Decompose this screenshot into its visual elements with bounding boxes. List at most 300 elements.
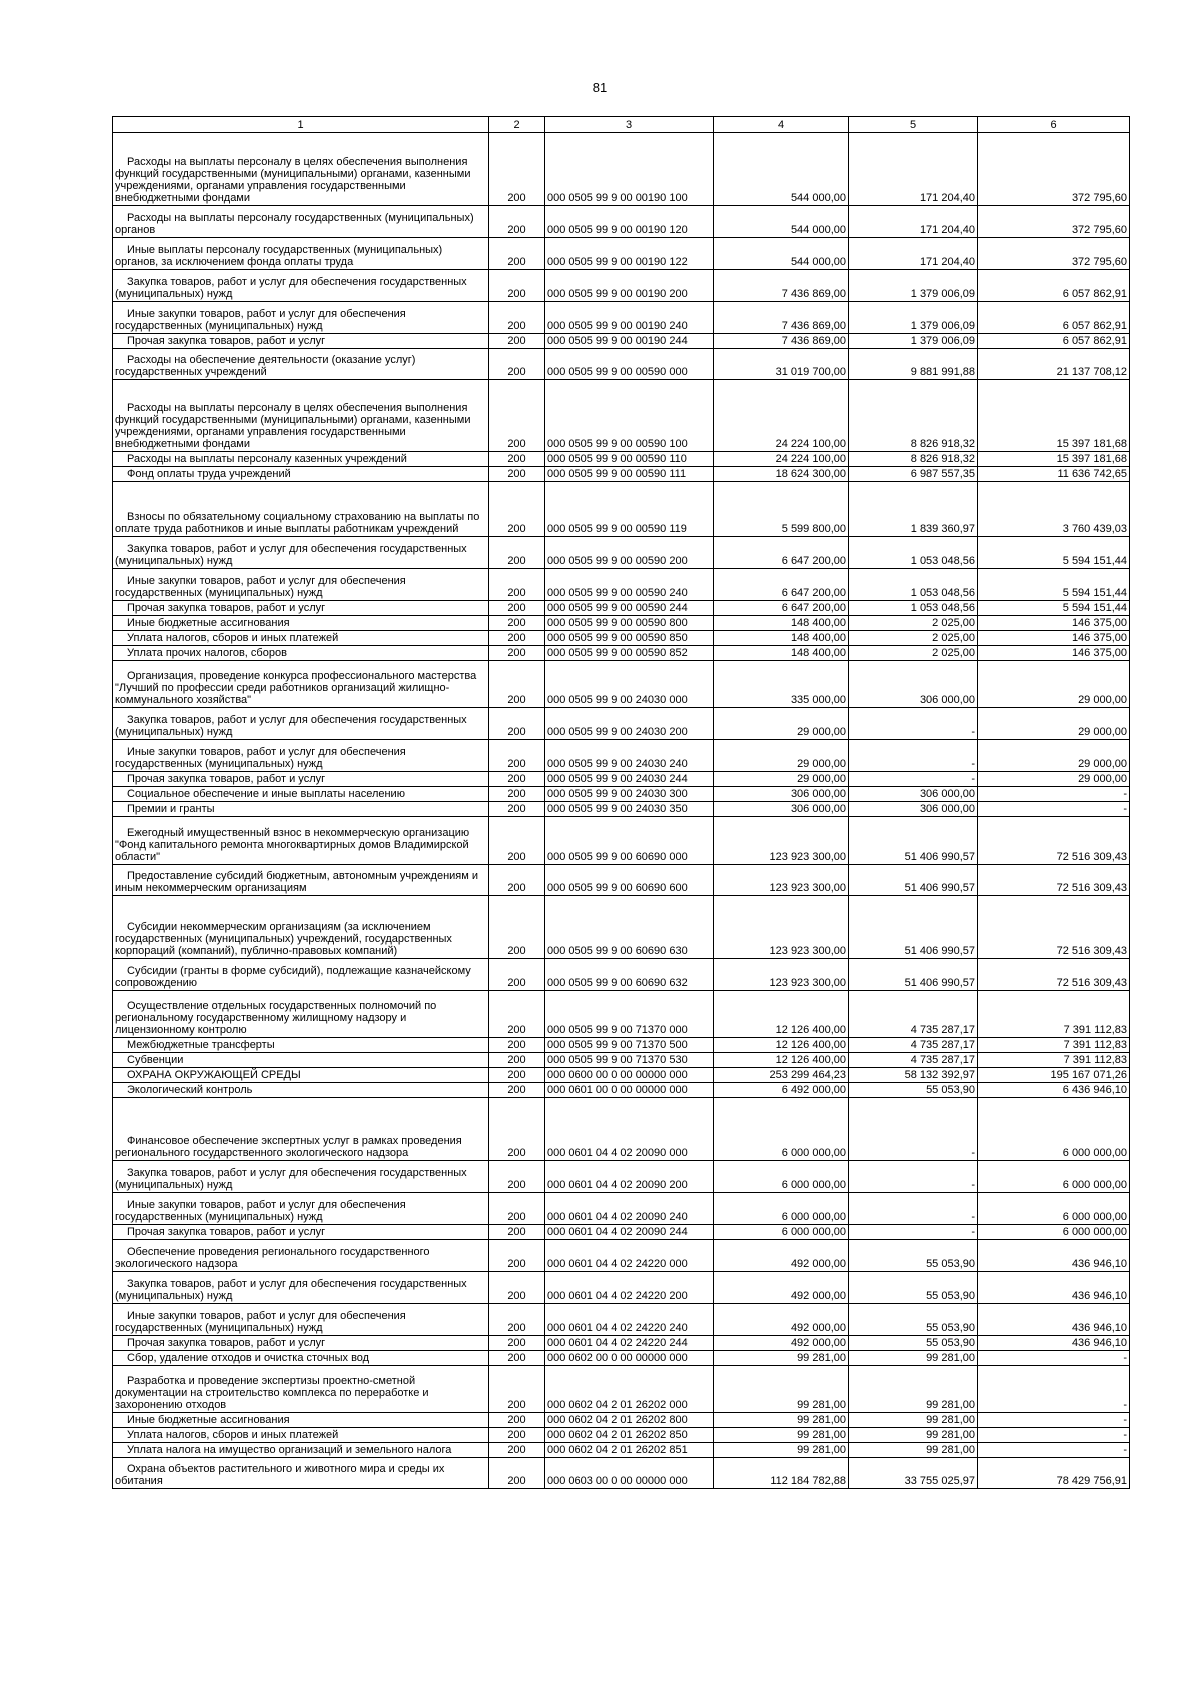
row-adm-code-cell: 200 bbox=[489, 616, 545, 631]
row-col5-amount-cell: 171 204,40 bbox=[849, 133, 978, 206]
row-adm-code-cell: 200 bbox=[489, 1161, 545, 1193]
row-col5-amount-cell: 55 053,90 bbox=[849, 1240, 978, 1272]
row-classification-code-cell: 000 0505 99 9 00 00590 240 bbox=[545, 569, 714, 601]
row-classification-code-cell: 000 0505 99 9 00 00590 119 bbox=[545, 482, 714, 537]
row-col6-amount-cell: - bbox=[978, 802, 1130, 817]
row-adm-code-cell: 200 bbox=[489, 334, 545, 349]
row-col5-amount-cell: 51 406 990,57 bbox=[849, 959, 978, 991]
row-name-cell: Иные бюджетные ассигнования bbox=[113, 616, 489, 631]
row-name-cell: Закупка товаров, работ и услуг для обеспечения государственных (муниципальных) нужд bbox=[113, 1161, 489, 1193]
row-col4-amount-cell: 123 923 300,00 bbox=[714, 817, 849, 865]
row-col6-amount-cell: 6 057 862,91 bbox=[978, 334, 1130, 349]
row-classification-code-cell: 000 0505 99 9 00 00590 111 bbox=[545, 467, 714, 482]
table-row bbox=[113, 1272, 1130, 1304]
row-classification-code-cell: 000 0600 00 0 00 00000 000 bbox=[545, 1068, 714, 1083]
header-col-1: 1 bbox=[113, 117, 489, 133]
row-classification-code-cell: 000 0505 99 9 00 60690 632 bbox=[545, 959, 714, 991]
header-col-2: 2 bbox=[489, 117, 545, 133]
header-col-4: 4 bbox=[714, 117, 849, 133]
row-col6-amount-cell: - bbox=[978, 1366, 1130, 1413]
row-name-cell: Разработка и проведение экспертизы проектно-сметной документации на строительство комплекса по переработке и захоронению отходов bbox=[113, 1366, 489, 1413]
row-classification-code-cell: 000 0505 99 9 00 24030 000 bbox=[545, 661, 714, 708]
row-col5-amount-cell: 33 755 025,97 bbox=[849, 1458, 978, 1489]
row-classification-code-cell: 000 0505 99 9 00 24030 350 bbox=[545, 802, 714, 817]
row-col6-amount-cell: 3 760 439,03 bbox=[978, 482, 1130, 537]
row-col5-amount-cell: 2 025,00 bbox=[849, 646, 978, 661]
row-name-cell: Ежегодный имущественный взнос в некоммерческую организацию "Фонд капитального ремонта многоквартирных домов Владимирской области" bbox=[113, 817, 489, 865]
row-classification-code-cell: 000 0505 99 9 00 00190 100 bbox=[545, 133, 714, 206]
row-col4-amount-cell: 6 000 000,00 bbox=[714, 1161, 849, 1193]
row-name-cell: Расходы на выплаты персоналу в целях обеспечения выполнения функций государственными (муниципальными) органами, казенными учреждениями, органами управления государственными внебюджетными фондами bbox=[113, 133, 489, 206]
row-col4-amount-cell: 29 000,00 bbox=[714, 740, 849, 772]
table-row bbox=[113, 865, 1130, 896]
row-name-cell: Прочая закупка товаров, работ и услуг bbox=[113, 1225, 489, 1240]
row-col4-amount-cell: 6 000 000,00 bbox=[714, 1193, 849, 1225]
row-col4-amount-cell: 335 000,00 bbox=[714, 661, 849, 708]
table-row bbox=[113, 1428, 1130, 1443]
row-col4-amount-cell: 6 647 200,00 bbox=[714, 601, 849, 616]
row-col5-amount-cell: 8 826 918,32 bbox=[849, 452, 978, 467]
row-col6-amount-cell: - bbox=[978, 1351, 1130, 1366]
row-col5-amount-cell: 99 281,00 bbox=[849, 1428, 978, 1443]
row-col6-amount-cell: 15 397 181,68 bbox=[978, 452, 1130, 467]
header-col-5: 5 bbox=[849, 117, 978, 133]
row-col5-amount-cell: - bbox=[849, 772, 978, 787]
row-adm-code-cell: 200 bbox=[489, 569, 545, 601]
row-name-cell: Иные закупки товаров, работ и услуг для обеспечения государственных (муниципальных) нужд bbox=[113, 1193, 489, 1225]
row-adm-code-cell: 200 bbox=[489, 1428, 545, 1443]
row-adm-code-cell: 200 bbox=[489, 959, 545, 991]
table-row bbox=[113, 896, 1130, 959]
row-name-cell: Сбор, удаление отходов и очистка сточных вод bbox=[113, 1351, 489, 1366]
row-col4-amount-cell: 6 647 200,00 bbox=[714, 569, 849, 601]
row-adm-code-cell: 200 bbox=[489, 1272, 545, 1304]
row-col5-amount-cell: 6 987 557,35 bbox=[849, 467, 978, 482]
row-adm-code-cell: 200 bbox=[489, 1225, 545, 1240]
row-col6-amount-cell: 21 137 708,12 bbox=[978, 349, 1130, 380]
row-col4-amount-cell: 99 281,00 bbox=[714, 1443, 849, 1458]
row-col4-amount-cell: 99 281,00 bbox=[714, 1428, 849, 1443]
row-col6-amount-cell: 436 946,10 bbox=[978, 1240, 1130, 1272]
row-col5-amount-cell: 8 826 918,32 bbox=[849, 380, 978, 452]
row-col5-amount-cell: 1 379 006,09 bbox=[849, 302, 978, 334]
row-col6-amount-cell: 372 795,60 bbox=[978, 238, 1130, 270]
row-col6-amount-cell: - bbox=[978, 1443, 1130, 1458]
table-row bbox=[113, 631, 1130, 646]
row-name-cell: Расходы на выплаты персоналу в целях обеспечения выполнения функций государственными (муниципальными) органами, казенными учреждениями, органами управления государственными внебюджетными фондами bbox=[113, 380, 489, 452]
row-name-cell: Фонд оплаты труда учреждений bbox=[113, 467, 489, 482]
row-col5-amount-cell: 9 881 991,88 bbox=[849, 349, 978, 380]
table-row bbox=[113, 802, 1130, 817]
row-col4-amount-cell: 123 923 300,00 bbox=[714, 896, 849, 959]
row-col5-amount-cell: 1 839 360,97 bbox=[849, 482, 978, 537]
row-col6-amount-cell: - bbox=[978, 787, 1130, 802]
row-name-cell: Расходы на выплаты персоналу казенных учреждений bbox=[113, 452, 489, 467]
row-col4-amount-cell: 544 000,00 bbox=[714, 238, 849, 270]
row-adm-code-cell: 200 bbox=[489, 1098, 545, 1161]
row-col6-amount-cell: 372 795,60 bbox=[978, 206, 1130, 238]
row-name-cell: Иные выплаты персоналу государственных (муниципальных) органов, за исключением фонда оплаты труда bbox=[113, 238, 489, 270]
row-adm-code-cell: 200 bbox=[489, 133, 545, 206]
table-row bbox=[113, 206, 1130, 238]
row-adm-code-cell: 200 bbox=[489, 1304, 545, 1336]
row-col5-amount-cell: 2 025,00 bbox=[849, 631, 978, 646]
row-name-cell: Прочая закупка товаров, работ и услуг bbox=[113, 334, 489, 349]
row-classification-code-cell: 000 0505 99 9 00 00190 240 bbox=[545, 302, 714, 334]
row-name-cell: Иные закупки товаров, работ и услуг для обеспечения государственных (муниципальных) нужд bbox=[113, 302, 489, 334]
row-col5-amount-cell: 99 281,00 bbox=[849, 1413, 978, 1428]
row-classification-code-cell: 000 0602 04 2 01 26202 000 bbox=[545, 1366, 714, 1413]
row-name-cell: Организация, проведение конкурса профессионального мастерства "Лучший по профессии среди работников организаций жилищно-коммунального хозяйства" bbox=[113, 661, 489, 708]
row-col6-amount-cell: 372 795,60 bbox=[978, 133, 1130, 206]
row-adm-code-cell: 200 bbox=[489, 896, 545, 959]
row-classification-code-cell: 000 0601 04 4 02 24220 244 bbox=[545, 1336, 714, 1351]
row-col5-amount-cell: - bbox=[849, 1098, 978, 1161]
row-adm-code-cell: 200 bbox=[489, 1193, 545, 1225]
row-name-cell: Финансовое обеспечение экспертных услуг в рамках проведения регионального государственного экологического надзора bbox=[113, 1098, 489, 1161]
table-row bbox=[113, 1304, 1130, 1336]
row-name-cell: Охрана объектов растительного и животного мира и среды их обитания bbox=[113, 1458, 489, 1489]
row-name-cell: Закупка товаров, работ и услуг для обеспечения государственных (муниципальных) нужд bbox=[113, 537, 489, 569]
table-row bbox=[113, 708, 1130, 740]
row-classification-code-cell: 000 0505 99 9 00 24030 200 bbox=[545, 708, 714, 740]
row-col5-amount-cell: 1 053 048,56 bbox=[849, 537, 978, 569]
row-col6-amount-cell: 146 375,00 bbox=[978, 646, 1130, 661]
row-col4-amount-cell: 31 019 700,00 bbox=[714, 349, 849, 380]
row-adm-code-cell: 200 bbox=[489, 601, 545, 616]
row-col5-amount-cell: 171 204,40 bbox=[849, 238, 978, 270]
table-row bbox=[113, 467, 1130, 482]
row-col6-amount-cell: 7 391 112,83 bbox=[978, 1038, 1130, 1053]
row-adm-code-cell: 200 bbox=[489, 991, 545, 1038]
row-col5-amount-cell: 1 053 048,56 bbox=[849, 569, 978, 601]
row-col4-amount-cell: 492 000,00 bbox=[714, 1272, 849, 1304]
row-classification-code-cell: 000 0505 99 9 00 00590 200 bbox=[545, 537, 714, 569]
table-row bbox=[113, 537, 1130, 569]
table-row bbox=[113, 380, 1130, 452]
row-col5-amount-cell: 306 000,00 bbox=[849, 661, 978, 708]
row-classification-code-cell: 000 0505 99 9 00 60690 630 bbox=[545, 896, 714, 959]
row-classification-code-cell: 000 0601 04 4 02 20090 200 bbox=[545, 1161, 714, 1193]
row-col6-amount-cell: 29 000,00 bbox=[978, 740, 1130, 772]
table-row bbox=[113, 569, 1130, 601]
row-name-cell: Иные закупки товаров, работ и услуг для обеспечения государственных (муниципальных) нужд bbox=[113, 1304, 489, 1336]
table-row bbox=[113, 1458, 1130, 1489]
row-col6-amount-cell: 146 375,00 bbox=[978, 616, 1130, 631]
table-row bbox=[113, 817, 1130, 865]
row-col4-amount-cell: 18 624 300,00 bbox=[714, 467, 849, 482]
row-name-cell: Премии и гранты bbox=[113, 802, 489, 817]
table-row bbox=[113, 349, 1130, 380]
row-col5-amount-cell: 99 281,00 bbox=[849, 1351, 978, 1366]
row-name-cell: Закупка товаров, работ и услуг для обеспечения государственных (муниципальных) нужд bbox=[113, 270, 489, 302]
row-adm-code-cell: 200 bbox=[489, 1351, 545, 1366]
row-classification-code-cell: 000 0505 99 9 00 00590 800 bbox=[545, 616, 714, 631]
row-classification-code-cell: 000 0601 04 4 02 20090 240 bbox=[545, 1193, 714, 1225]
row-col5-amount-cell: 51 406 990,57 bbox=[849, 896, 978, 959]
table-row bbox=[113, 1413, 1130, 1428]
row-name-cell: Уплата налогов, сборов и иных платежей bbox=[113, 631, 489, 646]
row-col5-amount-cell: 306 000,00 bbox=[849, 787, 978, 802]
budget-table bbox=[112, 116, 1130, 1489]
row-col6-amount-cell: 5 594 151,44 bbox=[978, 537, 1130, 569]
row-col6-amount-cell: 6 000 000,00 bbox=[978, 1225, 1130, 1240]
table-row bbox=[113, 740, 1130, 772]
row-name-cell: Взносы по обязательному социальному страхованию на выплаты по оплате труда работников и иные выплаты работникам учреждений bbox=[113, 482, 489, 537]
row-adm-code-cell: 200 bbox=[489, 787, 545, 802]
row-adm-code-cell: 200 bbox=[489, 452, 545, 467]
row-adm-code-cell: 200 bbox=[489, 1240, 545, 1272]
table-row bbox=[113, 1161, 1130, 1193]
row-name-cell: Осуществление отдельных государственных полномочий по региональному государственному жилищному надзору и лицензионному контролю bbox=[113, 991, 489, 1038]
row-adm-code-cell: 200 bbox=[489, 646, 545, 661]
table-body bbox=[113, 133, 1130, 1489]
row-adm-code-cell: 200 bbox=[489, 802, 545, 817]
row-name-cell: Социальное обеспечение и иные выплаты населению bbox=[113, 787, 489, 802]
row-col6-amount-cell: 78 429 756,91 bbox=[978, 1458, 1130, 1489]
row-col4-amount-cell: 99 281,00 bbox=[714, 1366, 849, 1413]
table-row bbox=[113, 646, 1130, 661]
row-adm-code-cell: 200 bbox=[489, 302, 545, 334]
row-col4-amount-cell: 123 923 300,00 bbox=[714, 865, 849, 896]
row-col4-amount-cell: 6 000 000,00 bbox=[714, 1098, 849, 1161]
row-adm-code-cell: 200 bbox=[489, 1083, 545, 1098]
row-col5-amount-cell: 58 132 392,97 bbox=[849, 1068, 978, 1083]
row-col5-amount-cell: - bbox=[849, 1193, 978, 1225]
row-classification-code-cell: 000 0601 00 0 00 00000 000 bbox=[545, 1083, 714, 1098]
row-col4-amount-cell: 29 000,00 bbox=[714, 772, 849, 787]
row-col4-amount-cell: 148 400,00 bbox=[714, 646, 849, 661]
row-adm-code-cell: 200 bbox=[489, 1038, 545, 1053]
row-classification-code-cell: 000 0505 99 9 00 00590 110 bbox=[545, 452, 714, 467]
row-adm-code-cell: 200 bbox=[489, 817, 545, 865]
row-adm-code-cell: 200 bbox=[489, 661, 545, 708]
row-col6-amount-cell: 6 000 000,00 bbox=[978, 1161, 1130, 1193]
row-col5-amount-cell: 306 000,00 bbox=[849, 802, 978, 817]
row-classification-code-cell: 000 0505 99 9 00 00190 244 bbox=[545, 334, 714, 349]
row-col5-amount-cell: 51 406 990,57 bbox=[849, 865, 978, 896]
row-col6-amount-cell: 6 057 862,91 bbox=[978, 270, 1130, 302]
row-classification-code-cell: 000 0505 99 9 00 24030 244 bbox=[545, 772, 714, 787]
row-col4-amount-cell: 148 400,00 bbox=[714, 616, 849, 631]
row-col5-amount-cell: 2 025,00 bbox=[849, 616, 978, 631]
row-col5-amount-cell: - bbox=[849, 708, 978, 740]
table-row bbox=[113, 334, 1130, 349]
row-col5-amount-cell: 55 053,90 bbox=[849, 1304, 978, 1336]
row-name-cell: Расходы на обеспечение деятельности (оказание услуг) государственных учреждений bbox=[113, 349, 489, 380]
row-col6-amount-cell: 5 594 151,44 bbox=[978, 569, 1130, 601]
row-classification-code-cell: 000 0505 99 9 00 00190 122 bbox=[545, 238, 714, 270]
row-col5-amount-cell: 51 406 990,57 bbox=[849, 817, 978, 865]
row-col6-amount-cell: 72 516 309,43 bbox=[978, 959, 1130, 991]
page-number: 81 bbox=[592, 80, 608, 95]
row-classification-code-cell: 000 0505 99 9 00 60690 000 bbox=[545, 817, 714, 865]
row-col4-amount-cell: 24 224 100,00 bbox=[714, 452, 849, 467]
row-classification-code-cell: 000 0505 99 9 00 00590 852 bbox=[545, 646, 714, 661]
row-name-cell: Субсидии некоммерческим организациям (за исключением государственных (муниципальных) учреждений, государственных корпораций (компаний), публично-правовых компаний) bbox=[113, 896, 489, 959]
row-col6-amount-cell: 6 057 862,91 bbox=[978, 302, 1130, 334]
row-col4-amount-cell: 306 000,00 bbox=[714, 787, 849, 802]
row-adm-code-cell: 200 bbox=[489, 206, 545, 238]
table-row bbox=[113, 1443, 1130, 1458]
table-row bbox=[113, 772, 1130, 787]
table-row bbox=[113, 1068, 1130, 1083]
row-classification-code-cell: 000 0505 99 9 00 00190 120 bbox=[545, 206, 714, 238]
row-col6-amount-cell: 436 946,10 bbox=[978, 1336, 1130, 1351]
row-adm-code-cell: 200 bbox=[489, 380, 545, 452]
table-row bbox=[113, 238, 1130, 270]
table-row bbox=[113, 270, 1130, 302]
row-col4-amount-cell: 253 299 464,23 bbox=[714, 1068, 849, 1083]
row-col6-amount-cell: 11 636 742,65 bbox=[978, 467, 1130, 482]
table-row bbox=[113, 452, 1130, 467]
row-classification-code-cell: 000 0505 99 9 00 24030 240 bbox=[545, 740, 714, 772]
row-col6-amount-cell: 72 516 309,43 bbox=[978, 817, 1130, 865]
row-col4-amount-cell: 12 126 400,00 bbox=[714, 991, 849, 1038]
row-classification-code-cell: 000 0505 99 9 00 00590 244 bbox=[545, 601, 714, 616]
row-adm-code-cell: 200 bbox=[489, 1336, 545, 1351]
row-col4-amount-cell: 492 000,00 bbox=[714, 1240, 849, 1272]
row-col6-amount-cell: 29 000,00 bbox=[978, 772, 1130, 787]
table-row bbox=[113, 787, 1130, 802]
table-row bbox=[113, 1336, 1130, 1351]
row-col6-amount-cell: - bbox=[978, 1413, 1130, 1428]
row-classification-code-cell: 000 0505 99 9 00 00590 850 bbox=[545, 631, 714, 646]
row-classification-code-cell: 000 0603 00 0 00 00000 000 bbox=[545, 1458, 714, 1489]
row-col6-amount-cell: 72 516 309,43 bbox=[978, 865, 1130, 896]
row-adm-code-cell: 200 bbox=[489, 238, 545, 270]
table-row bbox=[113, 1351, 1130, 1366]
row-adm-code-cell: 200 bbox=[489, 1443, 545, 1458]
row-col6-amount-cell: 6 000 000,00 bbox=[978, 1193, 1130, 1225]
row-col6-amount-cell: 29 000,00 bbox=[978, 661, 1130, 708]
row-name-cell: Прочая закупка товаров, работ и услуг bbox=[113, 601, 489, 616]
row-col5-amount-cell: 55 053,90 bbox=[849, 1083, 978, 1098]
row-adm-code-cell: 200 bbox=[489, 1366, 545, 1413]
header-col-3: 3 bbox=[545, 117, 714, 133]
row-col5-amount-cell: 55 053,90 bbox=[849, 1272, 978, 1304]
table-row bbox=[113, 133, 1130, 206]
table-row bbox=[113, 1098, 1130, 1161]
table-row bbox=[113, 1225, 1130, 1240]
row-col5-amount-cell: 1 379 006,09 bbox=[849, 334, 978, 349]
row-col5-amount-cell: 4 735 287,17 bbox=[849, 1053, 978, 1068]
table-row bbox=[113, 1366, 1130, 1413]
table-row bbox=[113, 1038, 1130, 1053]
row-adm-code-cell: 200 bbox=[489, 270, 545, 302]
row-adm-code-cell: 200 bbox=[489, 1413, 545, 1428]
row-classification-code-cell: 000 0505 99 9 00 00190 200 bbox=[545, 270, 714, 302]
row-col6-amount-cell: 29 000,00 bbox=[978, 708, 1130, 740]
row-classification-code-cell: 000 0505 99 9 00 71370 000 bbox=[545, 991, 714, 1038]
table-row bbox=[113, 661, 1130, 708]
row-col5-amount-cell: 171 204,40 bbox=[849, 206, 978, 238]
table-row bbox=[113, 1193, 1130, 1225]
row-col4-amount-cell: 12 126 400,00 bbox=[714, 1038, 849, 1053]
row-adm-code-cell: 200 bbox=[489, 537, 545, 569]
row-col4-amount-cell: 6 647 200,00 bbox=[714, 537, 849, 569]
row-col4-amount-cell: 5 599 800,00 bbox=[714, 482, 849, 537]
row-col4-amount-cell: 7 436 869,00 bbox=[714, 302, 849, 334]
row-name-cell: Уплата налога на имущество организаций и земельного налога bbox=[113, 1443, 489, 1458]
row-col4-amount-cell: 24 224 100,00 bbox=[714, 380, 849, 452]
row-name-cell: Закупка товаров, работ и услуг для обеспечения государственных (муниципальных) нужд bbox=[113, 708, 489, 740]
row-col6-amount-cell: 195 167 071,26 bbox=[978, 1068, 1130, 1083]
table-row bbox=[113, 482, 1130, 537]
row-classification-code-cell: 000 0505 99 9 00 00590 000 bbox=[545, 349, 714, 380]
row-col4-amount-cell: 99 281,00 bbox=[714, 1351, 849, 1366]
row-classification-code-cell: 000 0505 99 9 00 00590 100 bbox=[545, 380, 714, 452]
row-col4-amount-cell: 492 000,00 bbox=[714, 1336, 849, 1351]
row-classification-code-cell: 000 0602 04 2 01 26202 850 bbox=[545, 1428, 714, 1443]
row-col4-amount-cell: 99 281,00 bbox=[714, 1413, 849, 1428]
row-col6-amount-cell: 146 375,00 bbox=[978, 631, 1130, 646]
row-col5-amount-cell: 1 053 048,56 bbox=[849, 601, 978, 616]
row-name-cell: Межбюджетные трансферты bbox=[113, 1038, 489, 1053]
row-col4-amount-cell: 544 000,00 bbox=[714, 133, 849, 206]
row-col5-amount-cell: 99 281,00 bbox=[849, 1443, 978, 1458]
row-name-cell: Иные закупки товаров, работ и услуг для обеспечения государственных (муниципальных) нужд bbox=[113, 740, 489, 772]
row-classification-code-cell: 000 0601 04 4 02 20090 000 bbox=[545, 1098, 714, 1161]
row-col4-amount-cell: 6 000 000,00 bbox=[714, 1225, 849, 1240]
row-col6-amount-cell: 6 436 946,10 bbox=[978, 1083, 1130, 1098]
table-row bbox=[113, 1083, 1130, 1098]
table-row bbox=[113, 616, 1130, 631]
row-classification-code-cell: 000 0601 04 4 02 24220 240 bbox=[545, 1304, 714, 1336]
row-classification-code-cell: 000 0601 04 4 02 24220 000 bbox=[545, 1240, 714, 1272]
row-adm-code-cell: 200 bbox=[489, 1068, 545, 1083]
header-col-6: 6 bbox=[978, 117, 1130, 133]
row-col4-amount-cell: 29 000,00 bbox=[714, 708, 849, 740]
row-name-cell: Уплата налогов, сборов и иных платежей bbox=[113, 1428, 489, 1443]
row-col4-amount-cell: 123 923 300,00 bbox=[714, 959, 849, 991]
table-row bbox=[113, 1240, 1130, 1272]
row-name-cell: Субвенции bbox=[113, 1053, 489, 1068]
row-adm-code-cell: 200 bbox=[489, 1458, 545, 1489]
row-col6-amount-cell: 15 397 181,68 bbox=[978, 380, 1130, 452]
row-col5-amount-cell: - bbox=[849, 740, 978, 772]
row-classification-code-cell: 000 0602 00 0 00 00000 000 bbox=[545, 1351, 714, 1366]
table-row bbox=[113, 1053, 1130, 1068]
row-adm-code-cell: 200 bbox=[489, 740, 545, 772]
row-adm-code-cell: 200 bbox=[489, 631, 545, 646]
row-col4-amount-cell: 7 436 869,00 bbox=[714, 270, 849, 302]
row-col4-amount-cell: 6 492 000,00 bbox=[714, 1083, 849, 1098]
row-col6-amount-cell: 436 946,10 bbox=[978, 1272, 1130, 1304]
row-adm-code-cell: 200 bbox=[489, 1053, 545, 1068]
row-adm-code-cell: 200 bbox=[489, 772, 545, 787]
row-classification-code-cell: 000 0601 04 4 02 24220 200 bbox=[545, 1272, 714, 1304]
row-col4-amount-cell: 112 184 782,88 bbox=[714, 1458, 849, 1489]
row-col5-amount-cell: 4 735 287,17 bbox=[849, 1038, 978, 1053]
row-col6-amount-cell: 5 594 151,44 bbox=[978, 601, 1130, 616]
table-row bbox=[113, 302, 1130, 334]
row-col6-amount-cell: 7 391 112,83 bbox=[978, 991, 1130, 1038]
row-col6-amount-cell: 72 516 309,43 bbox=[978, 896, 1130, 959]
row-col6-amount-cell: 436 946,10 bbox=[978, 1304, 1130, 1336]
row-name-cell: Закупка товаров, работ и услуг для обеспечения государственных (муниципальных) нужд bbox=[113, 1272, 489, 1304]
row-adm-code-cell: 200 bbox=[489, 708, 545, 740]
row-classification-code-cell: 000 0602 04 2 01 26202 800 bbox=[545, 1413, 714, 1428]
row-name-cell: Предоставление субсидий бюджетным, автономным учреждениям и иным некоммерческим организациям bbox=[113, 865, 489, 896]
row-name-cell: Иные бюджетные ассигнования bbox=[113, 1413, 489, 1428]
row-col5-amount-cell: 1 379 006,09 bbox=[849, 270, 978, 302]
row-adm-code-cell: 200 bbox=[489, 865, 545, 896]
table-row bbox=[113, 601, 1130, 616]
table-row bbox=[113, 959, 1130, 991]
row-classification-code-cell: 000 0505 99 9 00 71370 530 bbox=[545, 1053, 714, 1068]
row-adm-code-cell: 200 bbox=[489, 482, 545, 537]
